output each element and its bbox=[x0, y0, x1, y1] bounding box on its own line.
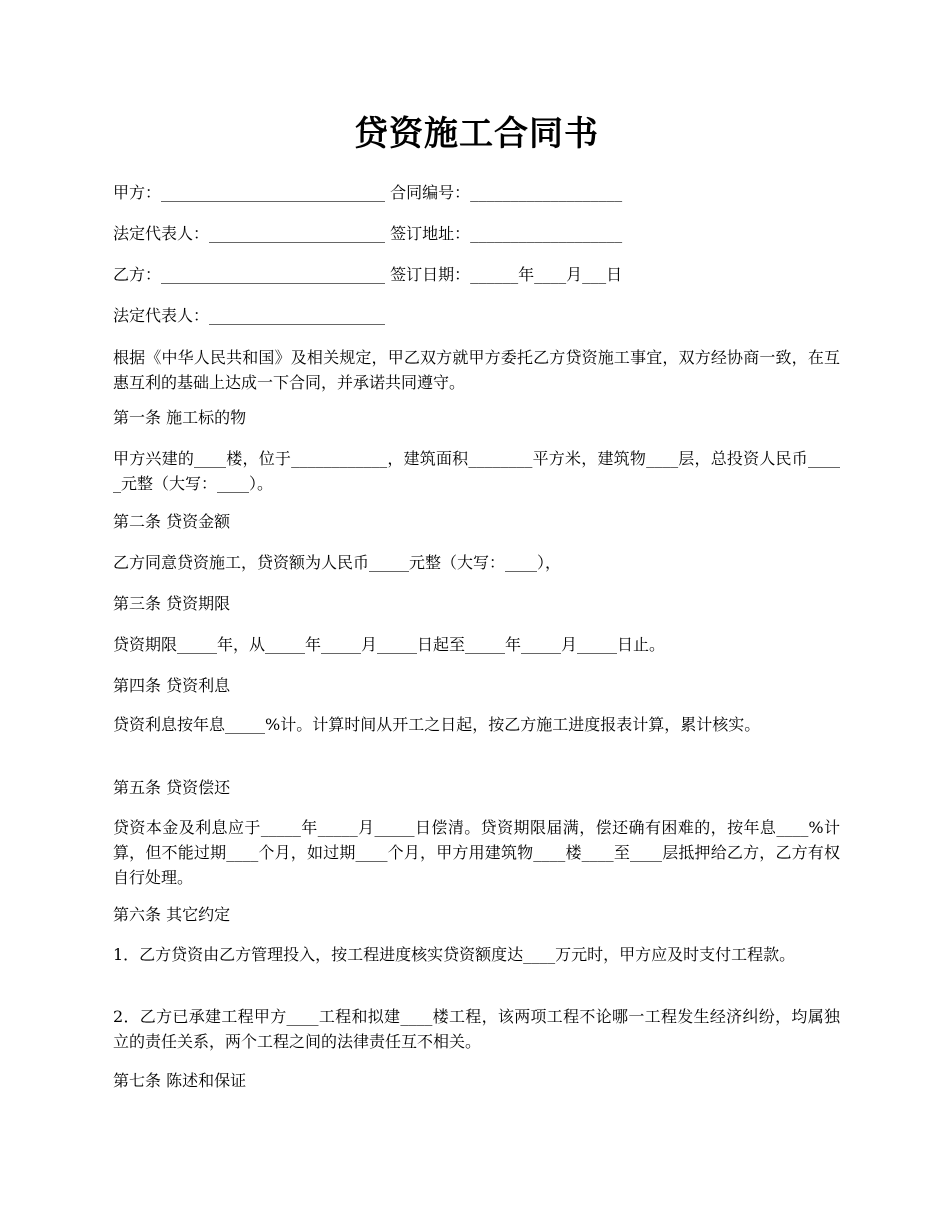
article-1-heading: 第一条 施工标的物 bbox=[113, 408, 247, 427]
article-1-text: 甲方兴建的____楼，位于____________，建筑面积________平方米，建筑物____层，总投资人民币_____元整（大写：____）。 bbox=[113, 449, 840, 493]
article-3-text: 贷资期限_____年，从_____年_____月_____日起至_____年_____月_____日止。 bbox=[113, 635, 666, 654]
article-6-item-2: 2．乙方已承建工程甲方____工程和拟建____楼工程，该两项工程不论哪一工程发生经济纠纷，均属独立的责任关系，两个工程之间的法律责任互不相关。 bbox=[113, 1007, 840, 1051]
article-2-text: 乙方同意贷资施工，贷资额为人民币_____元整（大写：____）， bbox=[113, 553, 562, 572]
article-7-heading: 第七条 陈述和保证 bbox=[113, 1071, 247, 1090]
article-2-heading: 第二条 贷资金额 bbox=[113, 512, 231, 531]
preamble-paragraph: 根据《中华人民共和国》及相关规定，甲乙双方就甲方委托乙方贷资施工事宜，双方经协商一致，在互惠互利的基础上达成一下合同，并承诺共同遵守。 bbox=[113, 348, 840, 392]
legal-rep-b-field: 法定代表人：______________________ bbox=[113, 306, 386, 325]
legal-rep-a-field: 法定代表人：______________________ 签订地址：___________________ bbox=[113, 224, 623, 243]
article-4-heading: 第四条 贷资利息 bbox=[113, 676, 231, 695]
article-6-item-1: 1．乙方贷资由乙方管理投入，按工程进度核实贷资额度达____万元时，甲方应及时支付工程款。 bbox=[113, 945, 796, 964]
article-4-text: 贷资利息按年息_____%计。计算时间从开工之日起，按乙方施工进度报表计算，累计核实。 bbox=[113, 715, 761, 734]
document-title: 贷资施工合同书 bbox=[354, 114, 599, 154]
party-b-field: 乙方：____________________________ 签订日期：______年____月___日 bbox=[113, 265, 623, 284]
party-a-field: 甲方：____________________________ 合同编号：___________________ bbox=[113, 183, 623, 202]
article-6-heading: 第六条 其它约定 bbox=[113, 905, 231, 924]
article-5-text: 贷资本金及利息应于_____年_____月_____日偿清。贷资期限届满，偿还确有困难的，按年息____%计算，但不能过期____个月，如过期____个月，甲方用建筑物____楼____至____层抵押给乙方，乙方有权自行处理。 bbox=[113, 818, 840, 887]
article-5-heading: 第五条 贷资偿还 bbox=[113, 778, 231, 797]
article-3-heading: 第三条 贷资期限 bbox=[113, 594, 231, 613]
